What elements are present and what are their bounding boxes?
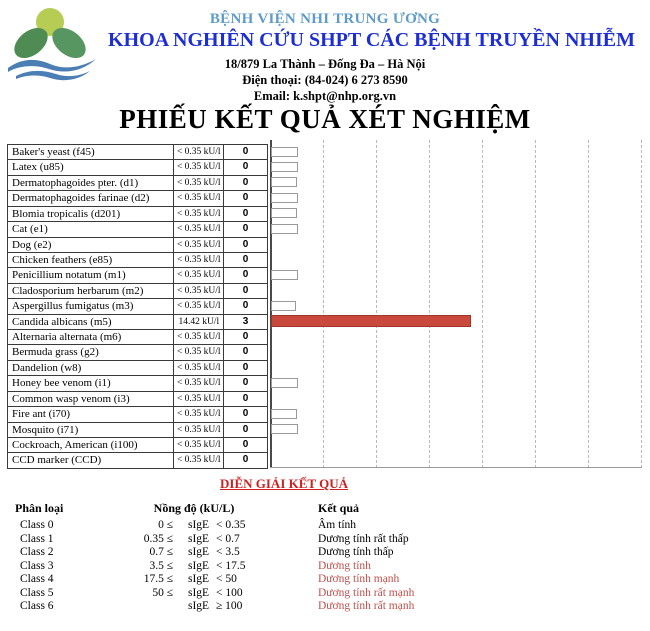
result-label: Dương tính rất mạnh xyxy=(318,600,415,612)
zero-result-bar xyxy=(271,424,298,434)
report-title: PHIẾU KẾT QUẢ XÉT NGHIỆM xyxy=(119,104,531,134)
allergen-name: Blomia tropicalis (d201) xyxy=(8,207,174,221)
result-value: < 0.35 kU/l xyxy=(174,145,224,159)
zero-result-bar xyxy=(271,409,297,419)
upper-bound: < 0.35 xyxy=(216,519,246,531)
chart-gridline xyxy=(588,140,589,468)
result-class: 3 xyxy=(224,315,268,329)
ige-label: sIgE xyxy=(188,573,210,585)
allergen-name: Alternaria alternata (m6) xyxy=(8,330,174,344)
allergen-name: Honey bee venom (i1) xyxy=(8,376,174,390)
ige-label: sIgE xyxy=(188,559,210,572)
result-row xyxy=(7,392,268,407)
ige-label: sIgE xyxy=(188,586,210,599)
result-class: 0 xyxy=(224,284,268,298)
result-class: 0 xyxy=(224,191,268,205)
result-row xyxy=(7,253,268,268)
result-row xyxy=(7,330,268,345)
result-label: Dương tính mạnh xyxy=(318,573,400,585)
result-label: Dương tính xyxy=(318,559,371,572)
zero-result-bar xyxy=(271,378,298,388)
result-class: 0 xyxy=(224,176,268,190)
upper-bound: < 100 xyxy=(216,586,243,599)
upper-bound: < 50 xyxy=(216,573,237,585)
upper-bound: < 0.7 xyxy=(216,532,240,545)
interpretation-row xyxy=(0,560,650,574)
result-row xyxy=(7,453,268,468)
result-row xyxy=(7,176,268,191)
result-value: < 0.35 kU/l xyxy=(174,284,224,298)
class-label: Class 1 xyxy=(20,532,54,545)
result-class: 0 xyxy=(224,453,268,467)
result-class: 0 xyxy=(224,438,268,452)
result-class: 0 xyxy=(224,222,268,236)
class-label: Class 3 xyxy=(20,559,54,572)
chart-gridline xyxy=(535,140,536,468)
results-table xyxy=(7,144,268,469)
result-value: < 0.35 kU/l xyxy=(174,268,224,282)
result-row xyxy=(7,238,268,253)
result-value: < 0.35 kU/l xyxy=(174,392,224,406)
result-label: Dương tính thấp xyxy=(318,546,394,558)
lower-bound: 17.5 ≤ xyxy=(143,573,173,585)
result-class: 0 xyxy=(224,423,268,437)
result-row xyxy=(7,423,268,438)
chart-baseline xyxy=(270,467,642,468)
chart-gridline xyxy=(429,140,430,468)
result-class: 0 xyxy=(224,345,268,359)
lower-bound: 0.7 ≤ xyxy=(149,546,173,558)
result-row xyxy=(7,407,268,422)
chart-gridline xyxy=(482,140,483,468)
allergen-name: Aspergillus fumigatus (m3) xyxy=(8,299,174,313)
zero-result-bar xyxy=(271,147,298,157)
interpretation-row xyxy=(0,533,650,547)
allergen-name: Dandelion (w8) xyxy=(8,361,174,375)
result-row xyxy=(7,361,268,376)
ige-label: sIgE xyxy=(188,532,210,545)
result-class: 0 xyxy=(224,145,268,159)
result-row xyxy=(7,438,268,453)
interpretation-row xyxy=(0,573,650,587)
department-name: KHOA NGHIÊN CỨU SHPT CÁC BỆNH TRUYỀN NHIỄM xyxy=(108,29,635,51)
allergen-name: Common wasp venom (i3) xyxy=(8,392,174,406)
result-value: < 0.35 kU/l xyxy=(174,299,224,313)
zero-result-bar xyxy=(271,270,298,280)
allergen-name: Fire ant (i70) xyxy=(8,407,174,421)
result-value: < 0.35 kU/l xyxy=(174,160,224,174)
result-row xyxy=(7,222,268,237)
zero-result-bar xyxy=(271,224,298,234)
allergen-name: Baker's yeast (f45) xyxy=(8,145,174,159)
lower-bound: 0 ≤ xyxy=(158,519,173,531)
ige-label: sIgE xyxy=(188,519,210,531)
col-header-result: Kết quả xyxy=(318,501,360,515)
allergen-name: Candida albicans (m5) xyxy=(8,315,174,329)
result-class: 0 xyxy=(224,392,268,406)
result-row xyxy=(7,191,268,206)
result-label: Dương tính rất thấp xyxy=(318,532,409,545)
interpretation-row xyxy=(0,587,650,601)
result-value: < 0.35 kU/l xyxy=(174,176,224,190)
allergen-name: Bermuda grass (g2) xyxy=(8,345,174,359)
result-value: < 0.35 kU/l xyxy=(174,222,224,236)
result-value: < 0.35 kU/l xyxy=(174,438,224,452)
result-class: 0 xyxy=(224,299,268,313)
result-class: 0 xyxy=(224,238,268,252)
chart-gridline xyxy=(376,140,377,468)
result-value: < 0.35 kU/l xyxy=(174,330,224,344)
positive-result-bar xyxy=(271,315,471,327)
allergen-name: Latex (u85) xyxy=(8,160,174,174)
zero-result-bar xyxy=(271,193,298,203)
ige-label: sIgE xyxy=(188,600,210,612)
lower-bound: 3.5 ≤ xyxy=(149,559,173,572)
phone-line: Điện thoại: (84-024) 6 273 8590 xyxy=(242,73,408,87)
lower-bound: 50 ≤ xyxy=(152,586,173,599)
result-value: < 0.35 kU/l xyxy=(174,238,224,252)
result-row xyxy=(7,376,268,391)
allergen-name: Chicken feathers (e85) xyxy=(8,253,174,267)
result-value: < 0.35 kU/l xyxy=(174,253,224,267)
allergen-name: Cockroach, American (i100) xyxy=(8,438,174,452)
col-header-concentration: Nồng độ (kU/L) xyxy=(153,501,235,515)
chart-gridline xyxy=(641,140,642,468)
result-value: < 0.35 kU/l xyxy=(174,207,224,221)
result-value: < 0.35 kU/l xyxy=(174,423,224,437)
allergen-name: Dermatophagoides pter. (d1) xyxy=(8,176,174,190)
result-row xyxy=(7,268,268,283)
class-label: Class 6 xyxy=(20,600,54,612)
result-class: 0 xyxy=(224,207,268,221)
result-row xyxy=(7,299,268,314)
allergen-name: Cat (e1) xyxy=(8,222,174,236)
result-class: 0 xyxy=(224,253,268,267)
col-header-classification: Phân loại xyxy=(15,501,64,515)
allergen-name: Dermatophagoides farinae (d2) xyxy=(8,191,174,205)
allergen-name: CCD marker (CCD) xyxy=(8,453,174,467)
result-label: Âm tính xyxy=(318,519,357,531)
result-row xyxy=(7,207,268,222)
zero-result-bar xyxy=(271,177,297,187)
class-label: Class 0 xyxy=(20,519,54,531)
allergen-name: Dog (e2) xyxy=(8,238,174,252)
interpretation-row xyxy=(0,600,650,614)
result-row xyxy=(7,315,268,330)
result-class: 0 xyxy=(224,330,268,344)
interpretation-row xyxy=(0,546,650,560)
result-class: 0 xyxy=(224,407,268,421)
interpretation-row xyxy=(0,519,650,533)
upper-bound: < 3.5 xyxy=(216,546,240,558)
result-row xyxy=(7,345,268,360)
ige-label: sIgE xyxy=(188,546,210,558)
class-label: Class 2 xyxy=(20,546,54,558)
allergen-name: Mosquito (i71) xyxy=(8,423,174,437)
result-value: 14.42 kU/l xyxy=(174,315,224,329)
zero-result-bar xyxy=(271,208,297,218)
result-value: < 0.35 kU/l xyxy=(174,361,224,375)
result-row xyxy=(7,284,268,299)
chart-gridline xyxy=(323,140,324,468)
result-row xyxy=(7,160,268,175)
zero-result-bar xyxy=(271,162,298,172)
class-label: Class 4 xyxy=(20,573,54,585)
result-value: < 0.35 kU/l xyxy=(174,376,224,390)
lower-bound: 0.35 ≤ xyxy=(143,532,173,545)
result-class: 0 xyxy=(224,376,268,390)
result-row xyxy=(7,145,268,160)
result-value: < 0.35 kU/l xyxy=(174,407,224,421)
address-line: 18/879 La Thành – Đống Đa – Hà Nội xyxy=(224,57,426,71)
result-value: < 0.35 kU/l xyxy=(174,453,224,467)
upper-bound: < 17.5 xyxy=(216,559,246,572)
hospital-name: BỆNH VIỆN NHI TRUNG ƯƠNG xyxy=(209,11,441,27)
interpretation-heading: DIỄN GIẢI KẾT QUẢ xyxy=(220,476,348,491)
allergen-name: Cladosporium herbarum (m2) xyxy=(8,284,174,298)
result-value: < 0.35 kU/l xyxy=(174,345,224,359)
allergen-name: Penicillium notatum (m1) xyxy=(8,268,174,282)
email-line: Email: k.shpt@nhp.org.vn xyxy=(253,89,397,103)
class-label: Class 5 xyxy=(20,586,54,599)
interpretation-rows xyxy=(0,519,650,614)
zero-result-bar xyxy=(271,301,296,311)
result-class: 0 xyxy=(224,160,268,174)
result-class: 0 xyxy=(224,268,268,282)
result-value: < 0.35 kU/l xyxy=(174,191,224,205)
result-class: 0 xyxy=(224,361,268,375)
upper-bound: ≥ 100 xyxy=(216,600,243,612)
result-label: Dương tính rất mạnh xyxy=(318,586,415,599)
